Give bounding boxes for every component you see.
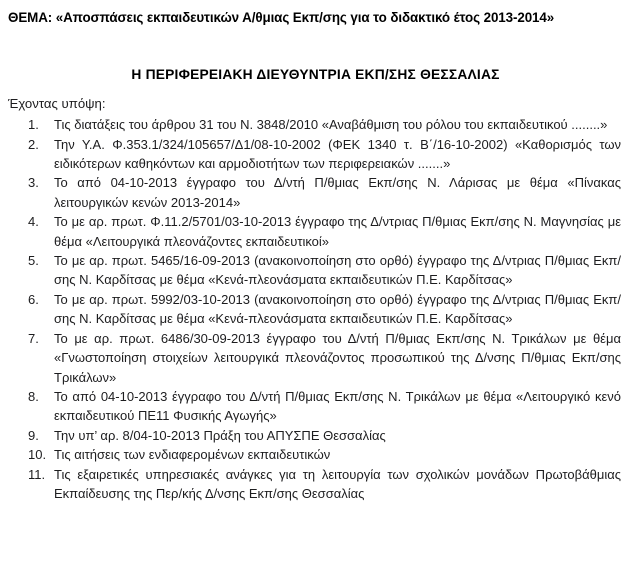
list-item-text: Τις διατάξεις του άρθρου 31 του Ν. 3848/2010 «Αναβάθμιση του ρόλου του εκπαιδευτικού ........»	[54, 117, 608, 133]
list-item-number: 7.	[28, 330, 39, 346]
list-item-number: 9.	[28, 427, 39, 443]
list-item	[28, 115, 621, 134]
list-item-text: Τις εξαιρετικές υπηρεσιακές ανάγκες για τη λειτουργία των σχολικών μονάδων Πρωτοβάθμιας Εκπαίδευσης της Περ/κής Δ/νσης Εκπ/σης Θεσσαλίας	[54, 466, 621, 501]
list-item	[28, 290, 621, 329]
list-item-text: Το με αρ. πρωτ. 5465/16-09-2013 (ανακοινοποίηση στο ορθό) έγγραφο της Δ/ντριας Π/θμιας Εκπ/σης Ν. Καρδίτσας με θέμα «Κενά-πλεονάσματα εκπαιδευτικών Π.Ε. Καρδίτσας»	[54, 253, 621, 288]
list-item-number: 11.	[28, 466, 46, 482]
list-item-text: Την Υ.Α. Φ.353.1/324/105657/Δ1/08-10-2002 (ΦΕΚ 1340 τ. Β΄/16-10-2002) «Καθορισμός των ειδικότερων καθηκόντων και αρμοδιοτήτων των περιφερειακών .......»	[54, 136, 621, 172]
list-item-number: 10.	[28, 447, 47, 463]
list-item-number: 3.	[28, 175, 39, 191]
having-regard-label: Έχοντας υπόψη:	[8, 95, 106, 111]
list-item-number: 1.	[28, 117, 39, 133]
subject-line: ΘΕΜΑ: «Αποσπάσεις εκπαιδευτικών Α/θμιας Εκπ/σης για το διδακτικό έτος 2013-2014»	[8, 10, 555, 25]
list-item-number: 6.	[28, 291, 39, 307]
list-item-number: 2.	[28, 136, 39, 152]
list-item-number: 8.	[28, 388, 39, 404]
list-item-text: Τις αιτήσεις των ενδιαφερομένων εκπαιδευτικών	[54, 447, 331, 463]
list-item	[28, 465, 621, 504]
list-item-text: Το με αρ. πρωτ. 6486/30-09-2013 έγγραφο του Δ/ντή Π/θμιας Εκπ/σης Ν. Τρικάλων με θέμα «Γνωστοποίηση στοιχείων λειτουργικά πλεονάζοντος προσωπικού της Δ/νσης Π/θμιας Εκπ/σης Τρικάλων»	[54, 330, 621, 385]
list-item	[28, 426, 621, 445]
legal-basis-list	[8, 115, 623, 503]
authority-heading: Η ΠΕΡΙΦΕΡΕΙΑΚΗ ΔΙΕΥΘΥΝΤΡΙΑ ΕΚΠ/ΣΗΣ ΘΕΣΣΑΛΙΑΣ	[131, 67, 500, 83]
list-item-text: Το με αρ. πρωτ. Φ.11.2/5701/03-10-2013 έγγραφο της Δ/ντριας Π/θμιας Εκπ/σης Ν. Μαγνησίας με θέμα «Λειτουργικά πλεονάζοντες εκπαιδευτικοί»	[54, 214, 621, 249]
list-item	[28, 135, 621, 174]
list-item	[28, 173, 621, 212]
list-item	[28, 329, 621, 387]
list-item	[28, 387, 621, 426]
list-item-number: 4.	[28, 214, 39, 230]
list-item-text: Το από 04-10-2013 έγγραφο του Δ/ντή Π/θμιας Εκπ/σης Ν. Λάρισας με θέμα «Πίνακας λειτουργικών κενών 2013-2014»	[54, 175, 621, 210]
list-item	[28, 445, 621, 464]
list-item-text: Την υπ’ αρ. 8/04-10-2013 Πράξη του ΑΠΥΣΠΕ Θεσσαλίας	[54, 427, 386, 443]
list-item-text: Το με αρ. πρωτ. 5992/03-10-2013 (ανακοινοποίηση στο ορθό) έγγραφο της Δ/ντριας Π/θμιας Εκπ/σης Ν. Καρδίτσας με θέμα «Κενά-πλεονάσματα εκπαιδευτικών Π.Ε. Καρδίτσας»	[54, 291, 621, 327]
list-item	[28, 251, 621, 290]
list-item-number: 5.	[28, 253, 39, 269]
list-item-text: Το από 04-10-2013 έγγραφο του Δ/ντή Π/θμιας Εκπ/σης Ν. Τρικάλων με θέμα «Λειτουργικό κενό εκπαιδευτικού ΠΕ11 Φυσικής Αγωγής»	[54, 388, 621, 424]
list-item	[28, 212, 621, 251]
